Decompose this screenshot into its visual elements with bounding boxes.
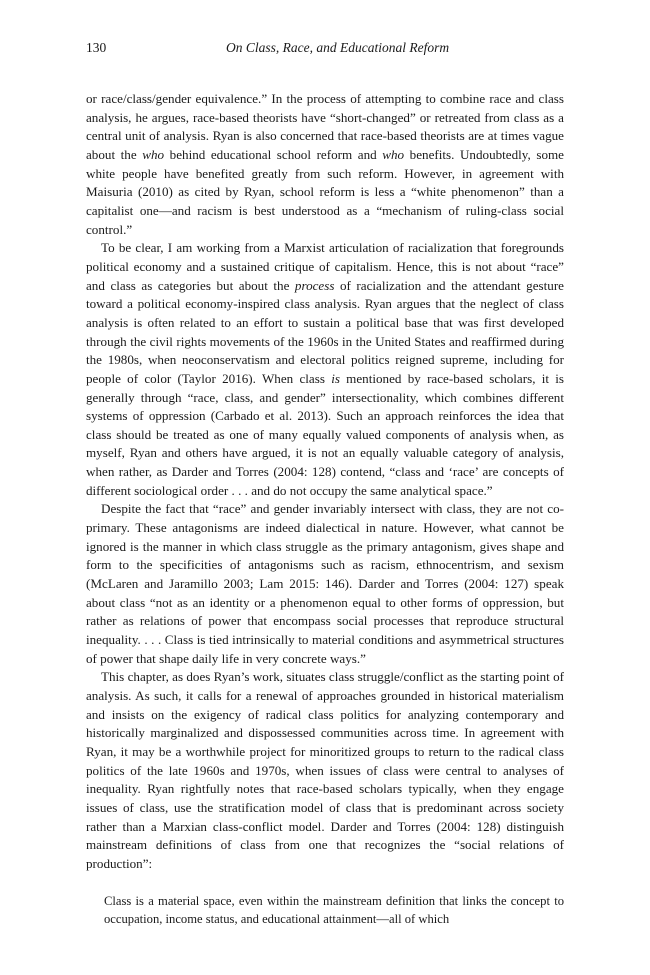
text-run: or race/class/gender equivalence.” In the process of attempting to combine race and class analysis, he argues, race-based theorists have “short-changed” or retreated from class as a central unit of analysis. Ryan is also concerned that race-based theorists are at times vague about the (86, 91, 564, 162)
page-number: 130 (86, 40, 107, 55)
paragraph (86, 90, 564, 239)
italic-text: is (331, 370, 340, 386)
text-run: Despite the fact that “race” and gender invariably intersect with class, they are not co-primary. These antagonisms are indeed dialectical in nature. However, what cannot be ignored is the manner in which class struggle as the primary antagonism, gives shape and form to the specificities of antagonisms such as racism, ethnocentrism, and sexism (McLaren and Jaramillo 2003; Lam 2015: 146). Darder and Torres (2004: 127) speak about class “not as an identity or a phenomenon equal to other forms of oppression, but rather as relations of power that encompass social processes that reproduce structural inequality. . . . Class is tied intrinsically to material conditions and asymmetrical structures of power that shape daily life in very concrete ways.” (86, 501, 564, 666)
italic-text: who (382, 146, 405, 162)
paragraph (86, 500, 564, 668)
paragraph (86, 668, 564, 873)
running-title: On Class, Race, and Educational Reform (226, 40, 450, 55)
text-run: of racialization and the attendant gesture toward a political economy-inspired class analysis. Ryan argues that the neglect of class analysis is often related to an effort to sustain a political base that was first developed through the civil rights movements of the 1960s in the United States and reaffirmed during the 1980s, when neoconservatism and electoral politics reigned supreme, including for people of color (Taylor 2016). When class (86, 277, 564, 386)
text-run: benefits. Undoubtedly, some white people have benefited greatly from such reform. However, in agreement with Maisuria (2010) as cited by Ryan, school reform is less a “white phenomenon” than a capitalist one—and racism is best understood as a “mechanism of ruling-class social control.” (86, 146, 564, 237)
italic-text: who (142, 146, 165, 162)
body-text (86, 90, 564, 928)
text-run: behind educational school reform and (164, 146, 383, 162)
text-run: This chapter, as does Ryan’s work, situates class struggle/conflict as the starting point of analysis. As such, it calls for a renewal of approaches grounded in historical materialism and insists on the exigency of radical class politics for analyzing contemporary and historically marginalized and dispossessed communities across time. In agreement with Ryan, it may be a worthwhile project for minoritized groups to return to the radical class politics of the late 1960s and 1970s, when issues of class were central to analyses of inequality. Ryan rightfully notes that race-based scholars typically, when they engage issues of class, use the stratification model of class that is predominant across society rather than a Marxian class-conflict model. Darder and Torres (2004: 128) distinguish mainstream definitions of class from one that recognizes the “social relations of production”: (86, 669, 564, 871)
block-quote: Class is a material space, even within the mainstream definition that links the concept to occupation, income status, and educational attainment—all of which (104, 893, 564, 926)
paragraphs (86, 90, 564, 874)
paragraph (86, 239, 564, 500)
text-run: mentioned by race-based scholars, it is generally through “race, class, and gender” intersectionality, which combines different systems of oppression (Carbado et al. 2013). Such an approach reinforces the idea that class should be treated as one of many equally valued components of analysis when, as myself, Ryan and others have argued, it is not an equally valuable category of analysis, when rather, as Darder and Torres (2004: 128) contend, “class and ‘race’ are concepts of different sociological order . . . and do not occupy the same analytical space.” (86, 370, 564, 498)
text-run: To be clear, I am working from a Marxist articulation of racialization that foregrounds political economy and a sustained critique of capitalism. Hence, this is not about “race” and class as categories but about the (86, 240, 564, 293)
italic-text: process (294, 277, 335, 293)
